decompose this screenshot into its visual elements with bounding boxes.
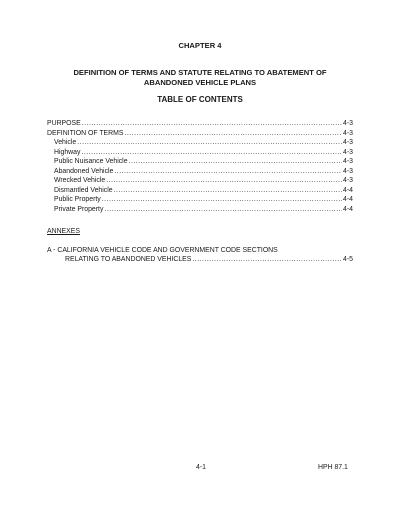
toc-entry [47, 176, 353, 186]
toc-entry-page: 4-4 [343, 205, 353, 213]
chapter-heading: CHAPTER 4 [178, 41, 222, 50]
toc-entry-label: Highway [54, 148, 81, 156]
annexes-heading: ANNEXES [47, 228, 80, 235]
toc-entry [47, 157, 353, 167]
annex-item-page: 4-5 [343, 256, 353, 263]
toc-entry-page: 4-3 [343, 148, 353, 156]
toc-entry-label: Private Property [54, 205, 104, 213]
dot-leader [81, 148, 342, 158]
footer-page-number: 4-1 [196, 464, 206, 471]
toc-entry [47, 195, 353, 205]
toc-entry-label: PURPOSE [47, 120, 81, 127]
toc-entry-page: 4-3 [343, 177, 353, 184]
toc-entry [47, 129, 353, 139]
toc-entry [47, 138, 353, 148]
annex-item-title-line-2: RELATING TO ABANDONED VEHICLES [65, 256, 192, 263]
document-title-line-1: DEFINITION OF TERMS AND STATUTE RELATING TO ABATEMENT OF [73, 68, 327, 77]
annex-item-title-line-1: A - CALIFORNIA VEHICLE CODE AND GOVERNMENT CODE SECTIONS [47, 247, 278, 254]
toc-entry [47, 205, 353, 215]
dot-leader [192, 255, 342, 265]
toc-entry-label: Public Nuisance Vehicle [54, 158, 128, 165]
toc-entry-label: DEFINITION OF TERMS [47, 129, 124, 137]
toc-entry [47, 119, 353, 129]
toc-entry-label: Vehicle [54, 139, 77, 146]
toc-heading: TABLE OF CONTENTS [157, 95, 243, 104]
annex-item-row [65, 255, 353, 265]
dot-leader [114, 167, 342, 177]
toc-entry [47, 148, 353, 158]
toc-entry-page: 4-3 [343, 120, 353, 127]
dot-leader [129, 157, 342, 167]
toc-entry-page: 4-3 [343, 129, 353, 137]
document-title [0, 68, 400, 87]
toc-entry-page: 4-3 [343, 167, 353, 175]
dot-leader [102, 195, 342, 205]
dot-leader [114, 186, 342, 196]
toc-entry-page: 4-4 [343, 196, 353, 203]
dot-leader [104, 205, 342, 215]
toc-entry-label: Dismantled Vehicle [54, 186, 113, 194]
toc-entry-label: Abandoned Vehicle [54, 167, 114, 175]
toc-entry-label: Public Property [54, 196, 101, 203]
dot-leader [106, 176, 342, 186]
table-of-contents [47, 119, 353, 214]
dot-leader [77, 138, 342, 148]
toc-entry [47, 167, 353, 177]
footer-reference: HPH 87.1 [318, 464, 348, 471]
toc-entry-label: Wrecked Vehicle [54, 177, 106, 184]
toc-entry-page: 4-4 [343, 186, 353, 194]
toc-entry-page: 4-3 [343, 139, 353, 146]
toc-entry-page: 4-3 [343, 158, 353, 165]
document-title-line-2: ABANDONED VEHICLE PLANS [143, 77, 257, 87]
dot-leader [82, 119, 342, 129]
toc-entry [47, 186, 353, 196]
dot-leader [124, 129, 342, 139]
